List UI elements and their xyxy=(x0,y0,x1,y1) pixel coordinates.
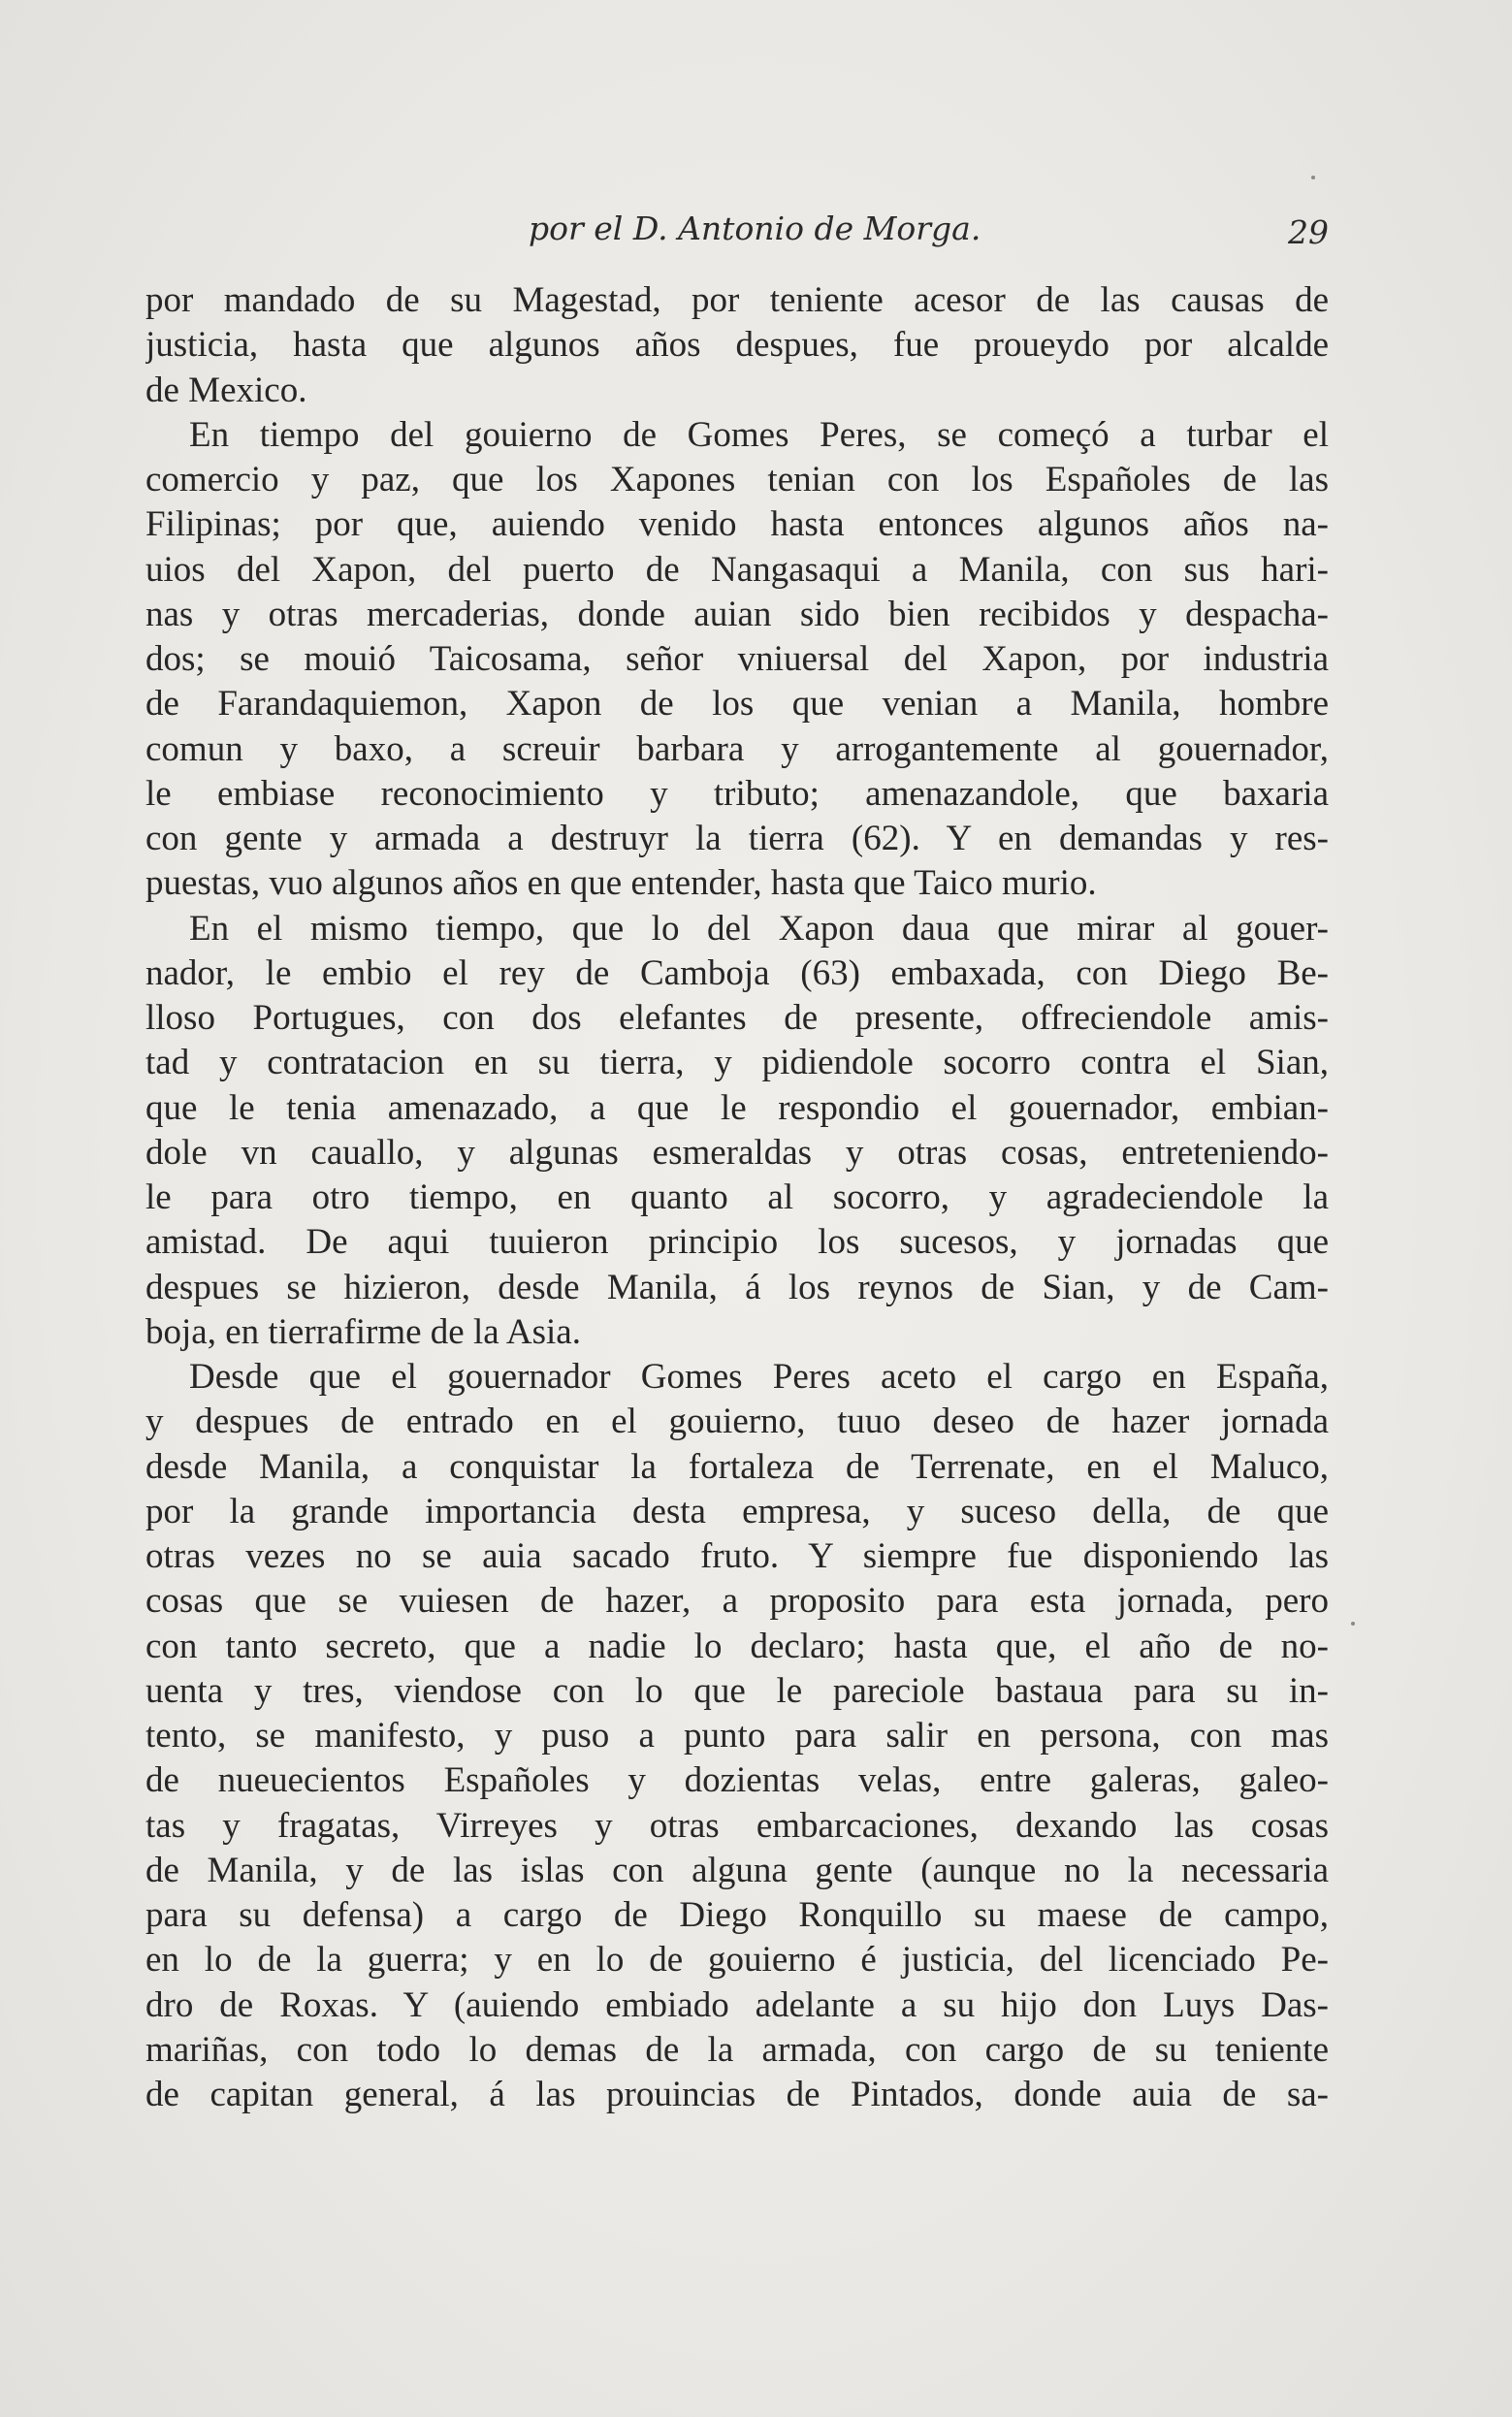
text-line: tas y fragatas, Virreyes y otras embarcaciones, dexando las cosas xyxy=(145,1805,1329,1846)
text-line: comercio y paz, que los Xapones tenian con los Españoles de las xyxy=(145,460,1329,500)
text-line: en lo de la guerra; y en lo de gouierno é justicia, del licenciado Pe- xyxy=(145,1940,1329,1981)
text-line: dos; se mouió Taicosama, señor vniuersal del Xapon, por industria xyxy=(145,639,1329,679)
text-line: uios del Xapon, del puerto de Nangasaqui a Manila, con sus hari- xyxy=(145,549,1329,590)
text-line: tento, se manifesto, y puso a punto para salir en persona, con mas xyxy=(145,1716,1329,1756)
text-line: por mandado de su Magestad, por teniente acesor de las causas de xyxy=(145,280,1329,320)
paper-speck xyxy=(1311,176,1315,179)
text-line: de Farandaquiemon, Xapon de los que venian a Manila, hombre xyxy=(145,684,1329,725)
text-line: de Manila, y de las islas con alguna gente (aunque no la necessaria xyxy=(145,1850,1329,1890)
text-line: boja, en tierrafirme de la Asia. xyxy=(145,1311,581,1352)
text-line: En el mismo tiempo, que lo del Xapon daua que mirar al gouer- xyxy=(189,908,1329,949)
text-line: le para otro tiempo, en quanto al socorro, y agradeciendole la xyxy=(145,1177,1329,1217)
text-line: otras vezes no se auia sacado fruto. Y siempre fue disponiendo las xyxy=(145,1536,1329,1576)
text-line: mariñas, con todo lo demas de la armada, con cargo de su teniente xyxy=(145,2029,1329,2070)
text-line: de nueuecientos Españoles y dozientas velas, entre galeras, galeo- xyxy=(145,1760,1329,1801)
text-line: despues se hizieron, desde Manila, á los reynos de Sian, y de Cam- xyxy=(145,1267,1329,1307)
body-text xyxy=(145,278,1329,2117)
text-line: con tanto secreto, que a nadie lo declaro; hasta que, el año de no- xyxy=(145,1626,1329,1666)
text-line: tad y contratacion en su tierra, y pidiendole socorro contra el Sian, xyxy=(145,1043,1329,1083)
text-line: dole vn cauallo, y algunas esmeraldas y otras cosas, entreteniendo- xyxy=(145,1132,1329,1173)
text-line: comun y baxo, a screuir barbara y arrogantemente al gouernador, xyxy=(145,728,1329,769)
text-line: nas y otras mercaderias, donde auian sido bien recibidos y despacha- xyxy=(145,594,1329,634)
text-line: por la grande importancia desta empresa, y suceso della, de que xyxy=(145,1491,1329,1531)
text-line: justicia, hasta que algunos años despues, fue proueydo por alcalde xyxy=(145,325,1329,366)
text-line: dro de Roxas. Y (auiendo embiado adelante a su hijo don Luys Das- xyxy=(145,1984,1329,2025)
text-line: que le tenia amenazado, a que le respondio el gouernador, embian- xyxy=(145,1087,1329,1128)
text-line: uenta y tres, viendose con lo que le pareciole bastaua para su in- xyxy=(145,1670,1329,1711)
text-line: y despues de entrado en el gouierno, tuuo deseo de hazer jornada xyxy=(145,1402,1329,1442)
text-line: lloso Portugues, con dos elefantes de presente, offreciendole amis- xyxy=(145,998,1329,1038)
text-line: desde Manila, a conquistar la fortaleza de Terrenate, en el Maluco, xyxy=(145,1446,1329,1487)
page-header xyxy=(145,206,1329,260)
text-line: para su defensa) a cargo de Diego Ronquillo su maese de campo, xyxy=(145,1895,1329,1935)
page-number: 29 xyxy=(1288,213,1329,251)
text-line: Filipinas; por que, auiendo venido hasta entonces algunos años na- xyxy=(145,504,1329,545)
text-line: cosas que se vuiesen de hazer, a proposito para esta jornada, pero xyxy=(145,1581,1329,1622)
text-line: de Mexico. xyxy=(145,370,307,410)
text-line: con gente y armada a destruyr la tierra (62). Y en demandas y res- xyxy=(145,819,1329,858)
text-line: le embiase reconocimiento y tributo; amenazandole, que baxaria xyxy=(145,773,1329,814)
text-line: En tiempo del gouierno de Gomes Peres, se começó a turbar el xyxy=(189,414,1329,455)
text-line: Desde que el gouernador Gomes Peres aceto el cargo en España, xyxy=(189,1357,1329,1397)
running-title: por el D. Antonio de Morga. xyxy=(529,209,981,247)
text-line: de capitan general, á las prouincias de Pintados, donde auia de sa- xyxy=(145,2075,1329,2114)
text-line: nador, le embio el rey de Camboja (63) embaxada, con Diego Be- xyxy=(145,952,1329,993)
text-line: puestas, vuo algunos años en que entender, hasta que Taico murio. xyxy=(145,863,1097,904)
paper-speck xyxy=(1351,1622,1355,1626)
text-line: amistad. De aqui tuuieron principio los sucesos, y jornadas que xyxy=(145,1222,1329,1263)
